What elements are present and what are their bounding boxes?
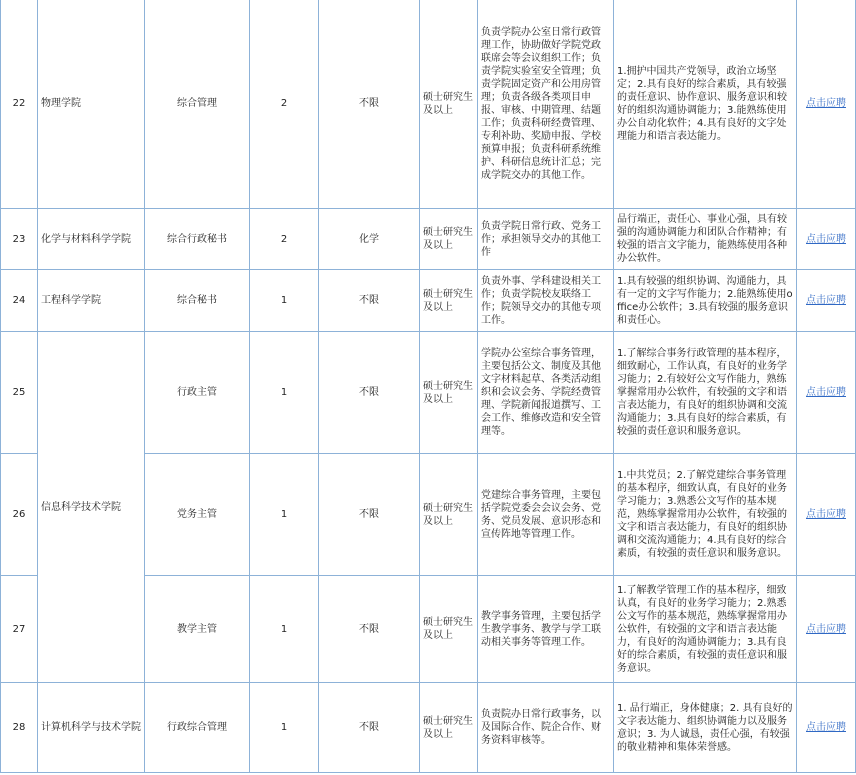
apply-link[interactable]: 点击应聘 [806,387,846,398]
row-number: 26 [1,454,38,576]
job-requirements: 1.了解教学管理工作的基本程序，细致认真，有良好的业务学习能力；2.熟悉公文写作的基本规范，熟练掌握常用办公软件，有较强的文字和语言表达能力，有良好的沟通协调能力；3.具有良好的综合素质，有较强的责任意识和服务意识。 [614,576,797,683]
college-name: 信息科学技术学院 [38,332,145,683]
education-requirement: 硕士研究生及以上 [420,683,478,773]
row-number: 24 [1,270,38,332]
education-requirement: 硕士研究生及以上 [420,0,478,209]
job-duties: 负责学院办公室日常行政管理工作，协助做好学院党政联席会等会议组织工作；负责学院实验室安全管理；负责学院固定资产和公用房管理；负责各级各类项目申报、审核、中期管理、结题工作；负责科研经费管理、专利补助、奖励申报、学校预算申报；负责科研系统维护、科研信息统计汇总；完成学院交办的其他工作。 [478,0,614,209]
major-requirement: 不限 [319,454,420,576]
row-number: 25 [1,332,38,454]
major-requirement: 不限 [319,270,420,332]
apply-cell [797,0,856,209]
hire-count: 1 [250,454,319,576]
position-name: 综合管理 [145,0,250,209]
row-number: 22 [1,0,38,209]
major-requirement: 不限 [319,332,420,454]
row-number: 27 [1,576,38,683]
education-requirement: 硕士研究生及以上 [420,332,478,454]
table-row [1,332,856,454]
job-requirements: 1.具有较强的组织协调、沟通能力，具有一定的文字写作能力；2.能熟练使用office办公软件；3.具有较强的服务意识和责任心。 [614,270,797,332]
job-duties: 负责学院日常行政、党务工作；承担领导交办的其他工作 [478,209,614,270]
hire-count: 2 [250,209,319,270]
college-name: 物理学院 [38,0,145,209]
job-requirements: 1. 品行端正，身体健康；2. 具有良好的文字表达能力、组织协调能力以及服务意识；3. 为人诚恳，责任心强，有较强的敬业精神和集体荣誉感。 [614,683,797,773]
hire-count: 1 [250,683,319,773]
apply-cell [797,270,856,332]
job-requirements: 品行端正，责任心、事业心强，具有较强的沟通协调能力和团队合作精神；有较强的语言文字能力，能熟练使用各种办公软件。 [614,209,797,270]
college-name: 计算机科学与技术学院 [38,683,145,773]
apply-link[interactable]: 点击应聘 [806,98,846,109]
row-number: 28 [1,683,38,773]
hire-count: 2 [250,0,319,209]
apply-cell [797,332,856,454]
hire-count: 1 [250,332,319,454]
job-duties: 负责院办日常行政事务，以及国际合作、院企合作、财务资料审核等。 [478,683,614,773]
apply-cell [797,683,856,773]
table-row [1,0,856,209]
table-row [1,209,856,270]
apply-link[interactable]: 点击应聘 [806,295,846,306]
position-name: 综合行政秘书 [145,209,250,270]
education-requirement: 硕士研究生及以上 [420,454,478,576]
education-requirement: 硕士研究生及以上 [420,576,478,683]
job-duties: 负责外事、学科建设相关工作；负责学院校友联络工作；院领导交办的其他专项工作。 [478,270,614,332]
education-requirement: 硕士研究生及以上 [420,209,478,270]
position-name: 党务主管 [145,454,250,576]
education-requirement: 硕士研究生及以上 [420,270,478,332]
table-row [1,270,856,332]
table-row [1,683,856,773]
apply-link[interactable]: 点击应聘 [806,623,846,635]
apply-link[interactable]: 点击应聘 [806,509,846,520]
position-name: 行政综合管理 [145,683,250,773]
apply-cell [797,454,856,576]
row-number: 23 [1,209,38,270]
position-name: 综合秘书 [145,270,250,332]
job-requirements: 1.了解综合事务行政管理的基本程序，细致耐心，工作认真，有良好的业务学习能力；2.有较好公文写作能力，熟练掌握常用办公软件，有较强的文字和语言表达能力，有良好的组织协调和交流沟通能力；3.具有良好的综合素质，有较强的责任意识和服务意识。 [614,332,797,454]
position-name: 行政主管 [145,332,250,454]
apply-link[interactable]: 点击应聘 [806,233,846,245]
job-requirements: 1.拥护中国共产党领导，政治立场坚定；2.具有良好的综合素质，具有较强的责任意识、协作意识、服务意识和较好的组织沟通协调能力；3.能熟练使用办公自动化软件；4.具有良好的文字处理能力和语言表达能力。 [614,0,797,209]
job-duties: 教学事务管理，主要包括学生教学事务、教学与学工联动相关事务等管理工作。 [478,576,614,683]
position-name: 教学主管 [145,576,250,683]
major-requirement: 不限 [319,576,420,683]
job-duties: 学院办公室综合事务管理，主要包括公文、制度及其他文字材料起草、各类活动组织和会议会务、学院经费管理、学院新闻报道撰写、工会工作、维修改造和安全管理等。 [478,332,614,454]
apply-link[interactable]: 点击应聘 [806,722,846,733]
major-requirement: 化学 [319,209,420,270]
job-requirements: 1.中共党员；2.了解党建综合事务管理的基本程序，细致认真，有良好的业务学习能力；3.熟悉公文写作的基本规范，熟练掌握常用办公软件，有较强的文字和语言表达能力，有良好的组织协调和交流沟通能力；4.具有良好的综合素质，有较强的责任意识和服务意识。 [614,454,797,576]
hire-count: 1 [250,576,319,683]
apply-cell [797,209,856,270]
apply-cell [797,576,856,683]
major-requirement: 不限 [319,683,420,773]
major-requirement: 不限 [319,0,420,209]
college-name: 化学与材料科学学院 [38,209,145,270]
job-duties: 党建综合事务管理，主要包括学院党委会会议会务、党务、党员发展、意识形态和宣传阵地等管理工作。 [478,454,614,576]
college-name: 工程科学学院 [38,270,145,332]
hire-count: 1 [250,270,319,332]
